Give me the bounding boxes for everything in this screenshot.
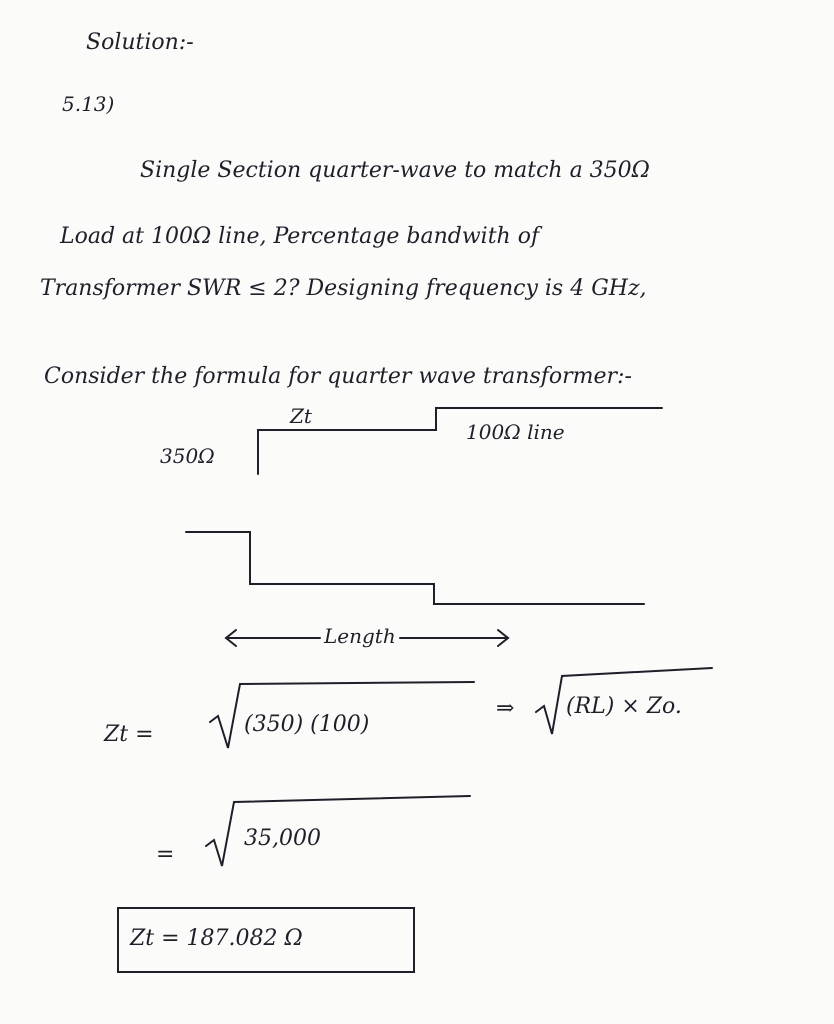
line-label: 100Ω line [466, 420, 565, 444]
problem-line-3: Transformer SWR ≤ 2? Designing frequency is 4 GHz, [40, 276, 647, 301]
problem-line-1: Single Section quarter-wave to match a 350Ω [140, 158, 650, 183]
load-label: 350Ω [160, 444, 215, 468]
zt-lhs: Zt = [104, 722, 154, 747]
solution-heading: Solution:- [86, 30, 194, 55]
radicand-2: 35,000 [244, 826, 321, 851]
implies-symbol: ⇒ [496, 696, 515, 721]
consider-text: Consider the formula for quarter wave transformer:- [44, 364, 632, 389]
equals-sign: = [156, 842, 175, 867]
problem-line-2: Load at 100Ω line, Percentage bandwith of [60, 224, 540, 249]
result-text: Zt = 187.082 Ω [130, 926, 303, 951]
problem-number: 5.13) [62, 92, 115, 116]
formula-radicand: (RL) × Zo. [566, 694, 682, 719]
zt-label: Zt [290, 404, 312, 428]
upper-conductor [258, 408, 662, 474]
lower-conductor [186, 532, 644, 604]
radicand-1: (350) (100) [244, 712, 370, 737]
length-label: Length [324, 624, 396, 648]
